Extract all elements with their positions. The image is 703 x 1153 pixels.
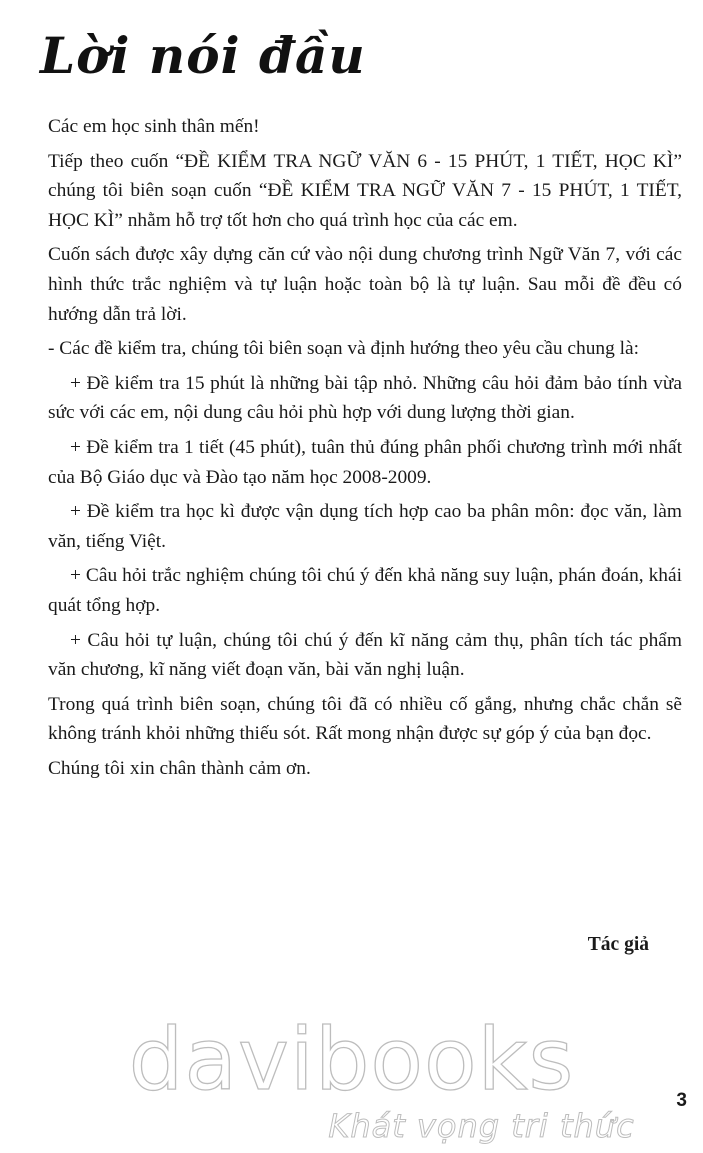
page-number: 3	[676, 1090, 687, 1111]
thanks-paragraph: Chúng tôi xin chân thành cảm ơn.	[48, 757, 311, 779]
closing-paragraph: Trong quá trình biên soạn, chúng tôi đã có nhiều cố gắng, nhưng chắc chắn sẽ không tránh khỏi những thiếu sót. Rất mong nhận được sự góp ý của bạn đọc.	[48, 693, 682, 745]
requirement-item-essay: + Câu hỏi tự luận, chúng tôi chú ý đến kĩ năng cảm thụ, phân tích tác phẩm văn chương, kĩ năng viết đoạn văn, bài văn nghị luận.	[48, 629, 682, 681]
requirements-paragraph: - Các đề kiểm tra, chúng tôi biên soạn và định hướng theo yêu cầu chung là:	[48, 338, 640, 360]
author-signature: Tác giả	[587, 934, 649, 955]
content-paragraph: Cuốn sách được xây dựng căn cứ vào nội dung chương trình Ngữ Văn 7, với các hình thức trắc nghiệm và tự luận hoặc toàn bộ là tự luận. Sau mỗi đề đều có hướng dẫn trả lời.	[48, 244, 682, 325]
requirement-item-15-minutes: + Đề kiểm tra 15 phút là những bài tập nhỏ. Những câu hỏi đảm bảo tính vừa sức với các em, nội dung câu hỏi phù hợp với dung lượng thời gian.	[48, 372, 682, 424]
watermark-slogan: Khát vọng tri thức	[328, 1107, 635, 1145]
page-title: Lời nói đầu	[40, 26, 366, 85]
preface-body	[48, 112, 682, 788]
requirement-item-multiple-choice: + Câu hỏi trắc nghiệm chúng tôi chú ý đến khả năng suy luận, phán đoán, khái quát tổng hợp.	[48, 565, 682, 616]
requirement-item-1-period: + Đề kiểm tra 1 tiết (45 phút), tuân thủ đúng phân phối chương trình mới nhất của Bộ Giáo dục và Đào tạo năm học 2008-2009.	[48, 436, 682, 488]
greeting-paragraph: Các em học sinh thân mến!	[48, 116, 260, 137]
intro-paragraph: Tiếp theo cuốn “ĐỀ KIỂM TRA NGỮ VĂN 6 - 15 PHÚT, 1 TIẾT, HỌC KÌ” chúng tôi biên soạn cuốn “ĐỀ KIỂM TRA NGỮ VĂN 7 - 15 PHÚT, 1 TIẾT, HỌC KÌ” nhằm hỗ trợ tốt hơn cho quá trình học của các em.	[48, 150, 682, 231]
watermark-brand: davibooks	[128, 1010, 575, 1110]
requirement-item-semester: + Đề kiểm tra học kì được vận dụng tích hợp cao ba phân môn: đọc văn, làm văn, tiếng Việt.	[48, 501, 682, 552]
